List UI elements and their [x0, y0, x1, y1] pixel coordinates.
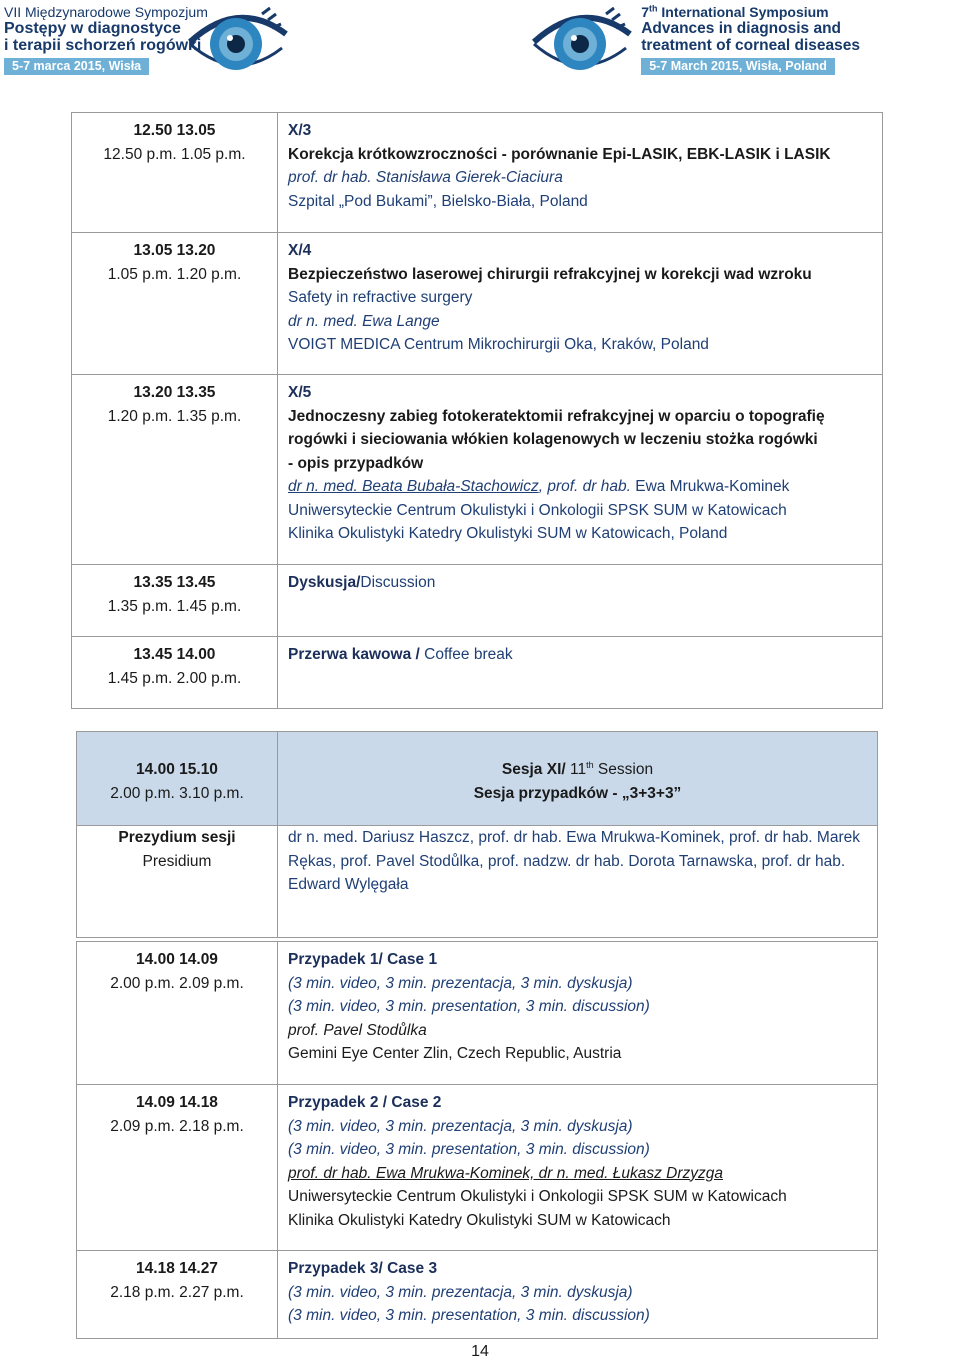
case-format-pl: (3 min. video, 3 min. prezentacja, 3 min. dyskusja) — [288, 1283, 633, 1301]
case-affiliation-1: Uniwersyteckie Centrum Okulistyki i Onkologii SPSK SUM w Katowicach — [288, 1188, 787, 1205]
talk-code: X/4 — [288, 242, 312, 259]
session-time-cell — [77, 732, 278, 826]
time-en: 1.05 p.m. 1.20 p.m. — [107, 265, 242, 283]
time-cell — [72, 637, 278, 709]
time-pl: 13.35 13.45 — [133, 574, 216, 591]
eye-logo-left-icon — [186, 4, 290, 80]
table-row — [72, 113, 883, 233]
table-row — [72, 233, 883, 375]
case-title: Przypadek 2 / Case 2 — [288, 1094, 442, 1111]
case-cell — [278, 1251, 878, 1339]
time-en: 12.50 p.m. 1.05 p.m. — [103, 145, 246, 163]
symposium-title-pl — [4, 4, 208, 78]
title-en-line3: treatment of corneal diseases — [641, 37, 860, 54]
time-cell — [77, 1251, 278, 1339]
time-pl: 12.50 13.05 — [133, 122, 216, 139]
break-label-en: Coffee break — [424, 646, 513, 663]
table-row — [77, 1251, 878, 1339]
discussion-label-en: Discussion — [360, 574, 436, 591]
table-row — [77, 942, 878, 1085]
case-cell — [278, 942, 878, 1085]
presidium-row — [77, 826, 878, 938]
table-row — [72, 637, 883, 709]
discussion-cell — [278, 565, 883, 637]
session-title-cell — [278, 732, 878, 826]
case-title: Przypadek 1/ Case 1 — [288, 951, 438, 968]
title-pl-line3: i terapii schorzeń rogówki — [4, 37, 202, 54]
time-cell — [72, 565, 278, 637]
table-row — [77, 1085, 878, 1251]
schedule-table-1 — [71, 112, 883, 709]
break-cell — [278, 637, 883, 709]
case-format-en: (3 min. video, 3 min. presentation, 3 min. discussion) — [288, 1141, 650, 1158]
session-time-pl: 14.00 15.10 — [136, 761, 218, 778]
time-en: 1.35 p.m. 1.45 p.m. — [107, 597, 242, 615]
case-format-en: (3 min. video, 3 min. presentation, 3 min. discussion) — [288, 998, 650, 1015]
presidium-names-cell — [278, 826, 878, 938]
symposium-title-en — [641, 4, 860, 78]
case-speaker: prof. Pavel Stodůlka — [288, 1021, 427, 1039]
presidium-label-pl: Prezydium sesji — [118, 829, 236, 846]
talk-code: X/5 — [288, 384, 312, 401]
time-en: 2.00 p.m. 2.09 p.m. — [110, 974, 244, 992]
session-table — [76, 731, 878, 938]
talk-title-line3: - opis przypadków — [288, 454, 424, 472]
talk-title: Bezpieczeństwo laserowej chirurgii refrakcyjnej w korekcji wad wzroku — [288, 265, 812, 283]
time-pl: 14.00 14.09 — [136, 951, 218, 968]
time-cell — [72, 113, 278, 233]
session-subtitle: Sesja przypadków - „3+3+3” — [473, 784, 682, 802]
time-cell — [77, 1085, 278, 1251]
case-format-pl: (3 min. video, 3 min. prezentacja, 3 min. dyskusja) — [288, 974, 633, 992]
discussion-label-pl: Dyskusja/ — [288, 574, 361, 591]
case-title: Przypadek 3/ Case 3 — [288, 1260, 438, 1277]
table-row — [72, 375, 883, 565]
time-cell — [72, 233, 278, 375]
time-pl: 14.09 14.18 — [136, 1094, 218, 1111]
talk-title-en: Safety in refractive surgery — [288, 289, 473, 306]
time-cell — [72, 375, 278, 565]
case-speaker: prof. dr hab. Ewa Mrukwa-Kominek, dr n. med. Łukasz Drzyzga — [288, 1164, 724, 1182]
talk-affiliation: VOIGT MEDICA Centrum Mikrochirurgii Oka, Kraków, Poland — [288, 336, 709, 353]
page-header — [0, 0, 960, 80]
talk-title-line1: Jednoczesny zabieg fotokeratektomii refrakcyjnej w oparciu o topografię — [288, 407, 825, 425]
title-pl-line1: VII Międzynarodowe Sympozjum — [4, 4, 208, 20]
presidium-label-cell — [77, 826, 278, 938]
page-number: 14 — [471, 1343, 489, 1360]
talk-affiliation-1: Uniwersyteckie Centrum Okulistyki i Onkologii SPSK SUM w Katowicach — [288, 501, 787, 519]
talk-cell — [278, 375, 883, 565]
time-pl: 13.45 14.00 — [133, 646, 216, 663]
session-header-row — [77, 732, 878, 826]
talk-cell — [278, 233, 883, 375]
time-pl: 13.05 13.20 — [133, 242, 216, 259]
dates-en: 5-7 March 2015, Wisła, Poland — [641, 58, 835, 75]
title-pl-line2: Postępy w diagnostyce — [4, 20, 181, 37]
presidium-label-en: Presidium — [142, 852, 212, 870]
case-affiliation-2: Klinika Okulistyki Katedry Okulistyki SUM w Katowicach — [288, 1211, 671, 1229]
eye-logo-right-icon — [530, 4, 634, 80]
case-format-pl: (3 min. video, 3 min. prezentacja, 3 min. dyskusja) — [288, 1117, 633, 1135]
session-title: Sesja XI/ 11th Session — [501, 759, 654, 778]
time-en: 2.18 p.m. 2.27 p.m. — [110, 1283, 244, 1301]
cases-table — [76, 941, 878, 1339]
talk-speaker: dr n. med. Ewa Lange — [288, 312, 440, 330]
talk-affiliation: Szpital „Pod Bukami”, Bielsko-Biała, Poland — [288, 192, 588, 210]
case-cell — [278, 1085, 878, 1251]
table-row — [72, 565, 883, 637]
talk-title: Korekcja krótkowzroczności - porównanie Epi-LASIK, EBK-LASIK i LASIK — [288, 145, 831, 163]
title-en-line1: 7th International Symposium — [641, 3, 829, 20]
talk-cell — [278, 113, 883, 233]
dates-pl: 5-7 marca 2015, Wisła — [4, 58, 149, 75]
time-en: 1.20 p.m. 1.35 p.m. — [107, 407, 242, 425]
presidium-names: dr n. med. Dariusz Haszcz, prof. dr hab. Ewa Mrukwa-Kominek, prof. dr hab. Marek Rękas, prof. Pavel Stodůlka, prof. nadzw. dr hab. Dorota Tarnawska, prof. dr hab. Edward Wylęgała — [288, 829, 860, 893]
talk-speaker: prof. dr hab. Stanisława Gierek-Ciaciura — [288, 169, 563, 186]
time-en: 2.09 p.m. 2.18 p.m. — [110, 1117, 244, 1135]
time-en: 1.45 p.m. 2.00 p.m. — [107, 669, 242, 687]
case-format-en: (3 min. video, 3 min. presentation, 3 min. discussion) — [288, 1307, 650, 1324]
talk-title-line2: rogówki i sieciowania włókien kolagenowych w leczeniu stożka rogówki — [288, 431, 818, 448]
talk-affiliation-2: Klinika Okulistyki Katedry Okulistyki SUM w Katowicach, Poland — [288, 525, 728, 542]
time-cell — [77, 942, 278, 1085]
talk-speakers: dr n. med. Beata Bubała-Stachowicz, prof. dr hab. Ewa Mrukwa-Kominek — [288, 478, 790, 495]
case-affiliation: Gemini Eye Center Zlin, Czech Republic, Austria — [288, 1045, 622, 1062]
time-pl: 14.18 14.27 — [136, 1260, 218, 1277]
break-label-pl: Przerwa kawowa / — [288, 646, 425, 663]
talk-code: X/3 — [288, 122, 312, 139]
session-time-en: 2.00 p.m. 3.10 p.m. — [110, 784, 244, 802]
title-en-line2: Advances in diagnosis and — [641, 20, 842, 37]
time-pl: 13.20 13.35 — [133, 384, 216, 401]
